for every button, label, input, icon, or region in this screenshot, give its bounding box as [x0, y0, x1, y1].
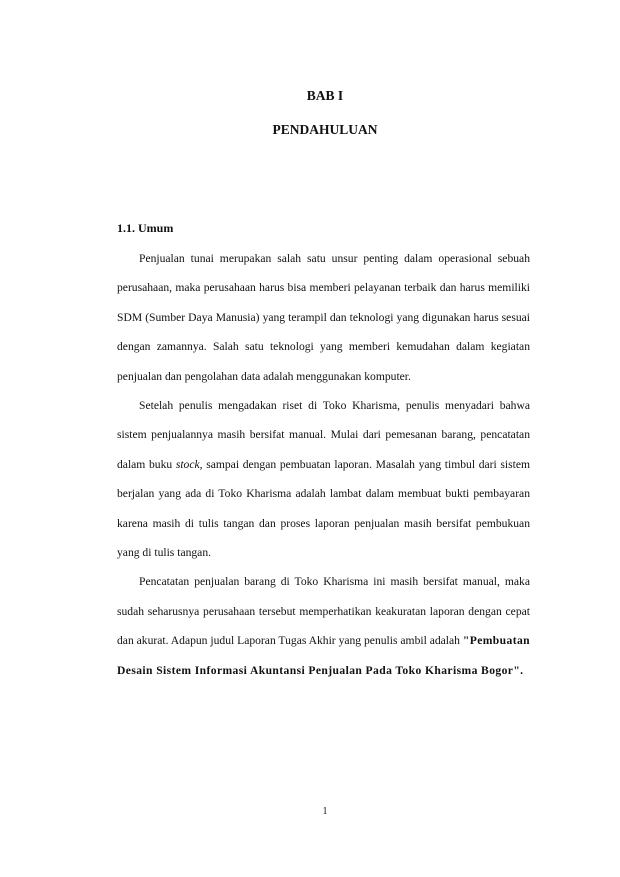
chapter-title: PENDAHULUAN	[272, 122, 378, 137]
paragraph-2	[117, 391, 530, 567]
paragraph-2-italic: stock	[175, 457, 200, 471]
report-title: "Pembuatan Desain Sistem Informasi Akuntansi Penjualan Pada Toko Kharisma Bogor"	[117, 634, 530, 677]
paragraph-1: Penjualan tunai merupakan salah satu unsur penting dalam operasional sebuah perusahaan, maka perusahaan harus bisa memberi pelayanan terbaik dan harus memiliki SDM (Sumber Daya Manusia) yang terampil dan teknologi yang digunakan harus sesuai dengan zamannya. Salah satu teknologi yang memberi kemudahan dalam kegiatan penjualan dan pengolahan data adalah menggunakan komputer.	[117, 252, 530, 383]
paragraph-3-end: .	[520, 663, 524, 677]
paragraph-3	[117, 567, 530, 685]
page-number: 1	[322, 806, 328, 817]
paragraph-2-part-a: Setelah penulis mengadakan riset di Toko Kharisma, penulis menyadari bahwa sistem penjualannya masih bersifat manual. Mulai dari pemesanan barang, pencatatan dalam buku	[117, 399, 530, 471]
chapter-number: BAB I	[306, 88, 344, 103]
section-heading: 1.1. Umum	[117, 221, 174, 235]
paragraph-3-part-a: Pencatatan penjualan barang di Toko Kharisma ini masih bersifat manual, maka sudah seharusnya perusahaan tersebut memperhatikan keakuratan laporan dengan cepat dan akurat. Adapun judul Laporan Tugas Akhir yang penulis ambil adalah	[117, 575, 530, 648]
paragraph-2-part-b: , sampai dengan pembuatan laporan. Masalah yang timbul dari sistem berjalan yang ada di Toko Kharisma adalah lambat dalam membuat bukti pembayaran karena masih di tulis tangan dan proses laporan penjualan masih bersifat pembukuan yang di tulis tangan.	[117, 457, 531, 560]
body-text	[117, 244, 530, 685]
